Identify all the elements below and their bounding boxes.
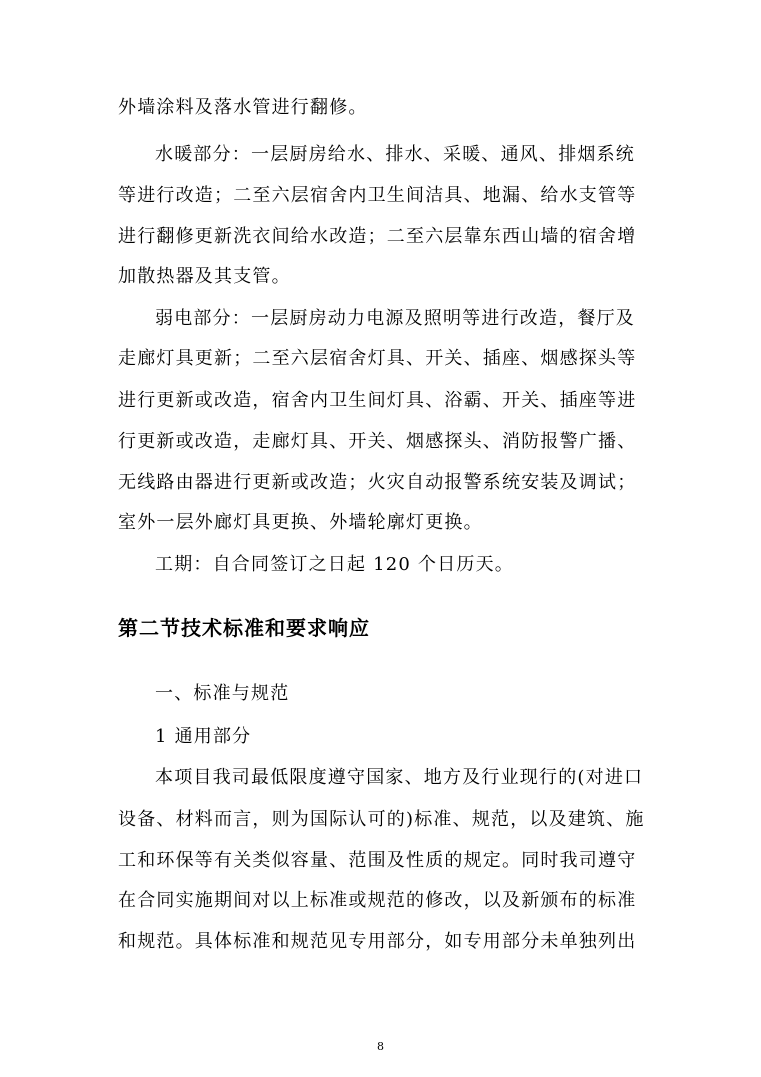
paragraph-line: 进行更新或改造，宿舍内卫生间灯具、浴霸、开关、插座等进	[118, 390, 637, 411]
paragraph-line: 工和环保等有关类似容量、范围及性质的规定。同时我司遵守	[118, 850, 637, 871]
paragraph-line: 无线路由器进行更新或改造；火灾自动报警系统安装及调试；	[118, 472, 637, 493]
paragraph-line: 和规范。具体标准和规范见专用部分，如专用部分未单独列出	[118, 931, 637, 952]
paragraph-line: 外墙涂料及落水管进行翻修。	[118, 97, 368, 118]
paragraph-line: 加散热器及其支管。	[118, 266, 291, 287]
subheading: 一、标准与规范	[155, 683, 290, 704]
paragraph-line: 水暖部分：一层厨房给水、排水、采暖、通风、排烟系统	[155, 144, 635, 165]
paragraph-line: 在合同实施期间对以上标准或规范的修改，以及新颁布的标准	[118, 890, 637, 911]
paragraph-line: 行更新或改造，走廊灯具、开关、烟感探头、消防报警广播、	[118, 431, 637, 452]
paragraph-line: 本项目我司最低限度遵守国家、地方及行业现行的(对进口	[155, 767, 644, 788]
paragraph-line: 等进行改造；二至六层宿舍内卫生间洁具、地漏、给水支管等	[118, 185, 637, 206]
section-heading: 第二节技术标准和要求响应	[118, 616, 370, 640]
paragraph-line: 设备、材料而言，则为国际认可的)标准、规范，以及建筑、施	[118, 809, 645, 830]
paragraph-line: 室外一层外廊灯具更换、外墙轮廓灯更换。	[118, 512, 483, 533]
subheading: 1 通用部分	[155, 726, 252, 747]
paragraph-line: 弱电部分：一层厨房动力电源及照明等进行改造，餐厅及	[155, 308, 635, 329]
paragraph-line: 工期：自合同签订之日起 120 个日历天。	[155, 554, 514, 575]
paragraph-line: 走廊灯具更新；二至六层宿舍灯具、开关、插座、烟感探头等	[118, 348, 637, 369]
paragraph-line: 进行翻修更新洗衣间给水改造；二至六层靠东西山墙的宿舍增	[118, 226, 637, 247]
page-number: 8	[377, 1040, 384, 1053]
